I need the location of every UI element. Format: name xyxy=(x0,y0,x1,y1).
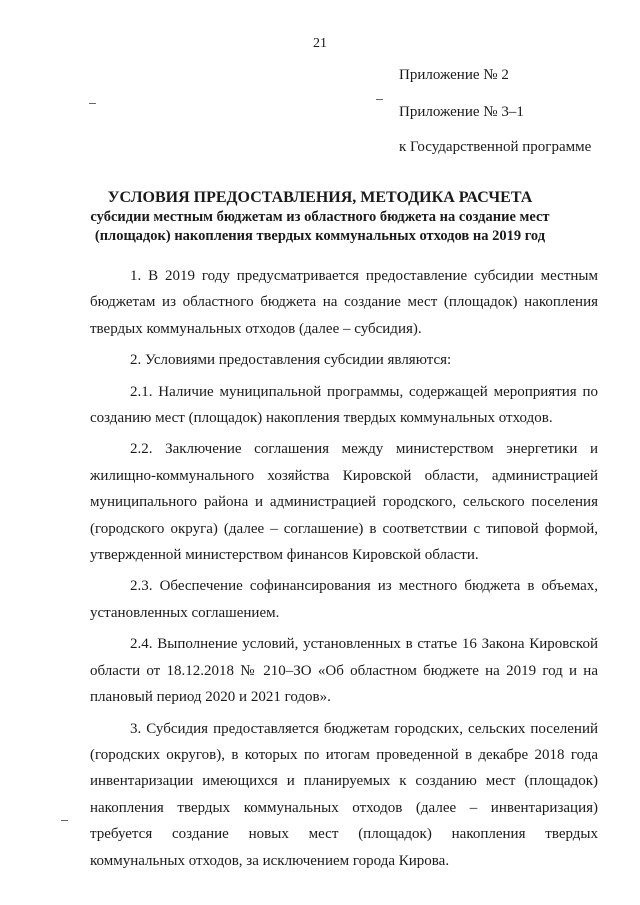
annex-label-2: Приложение № 2 xyxy=(399,67,509,83)
scan-mark xyxy=(61,820,68,821)
paragraph-2-3: 2.3. Обеспечение софинансирования из местного бюджета в объемах, установленных соглашением. xyxy=(90,578,598,621)
title-main: УСЛОВИЯ ПРЕДОСТАВЛЕНИЯ, МЕТОДИКА РАСЧЕТА xyxy=(107,189,533,206)
title-subtitle-line-1: субсидии местным бюджетам из областного бюджета на создание мест xyxy=(90,209,550,225)
paragraph-2-2: 2.2. Заключение соглашения между министерством энергетики и жилищно-коммунального хозяйства Кировской области, администрацией муниципального района и администрацией городского, сельского поселения (городского округа) (далее – соглашение) в соответствии с типовой формой, утвержденной министерством финансов Кировской области. xyxy=(90,441,598,564)
annex-program-label: к Государственной программе xyxy=(399,139,592,155)
document-body xyxy=(90,263,598,879)
paragraph-2-4: 2.4. Выполнение условий, установленных в статье 16 Закона Кировской области от 18.12.2018 № 210–ЗО «Об областном бюджете на 2019 год и на плановый период 2020 и 2021 годов». xyxy=(90,636,598,706)
paragraph-1: 1. В 2019 году предусматривается предоставление субсидии местным бюджетам из областного бюджета на создание мест (площадок) накопления твердых коммунальных отходов (далее – субсидия). xyxy=(90,268,598,337)
scan-mark xyxy=(89,103,96,104)
paragraph-3: 3. Субсидия предоставляется бюджетам городских, сельских поселений (городских округов), в которых по итогам проведенной в декабре 2018 года инвентаризации имеющихся и планируемых к созданию мест (площадок) накопления твердых коммунальных отходов (далее – инвентаризация) требуется создание новых мест (площадок) накопления твердых коммунальных отходов, за исключением города Кирова. xyxy=(90,720,598,869)
document-title xyxy=(60,188,580,246)
paragraph-2: 2. Условиями предоставления субсидии являются: xyxy=(130,352,452,369)
page-number: 21 xyxy=(313,36,327,51)
title-subtitle-line-2: (площадок) накопления твердых коммунальных отходов на 2019 год xyxy=(94,228,546,244)
paragraph-2-1: 2.1. Наличие муниципальной программы, содержащей мероприятия по созданию мест (площадок) накопления твердых коммунальных отходов. xyxy=(90,383,598,427)
annex-label-3-1: Приложение № 3–1 xyxy=(399,104,524,120)
scan-mark xyxy=(376,99,383,100)
